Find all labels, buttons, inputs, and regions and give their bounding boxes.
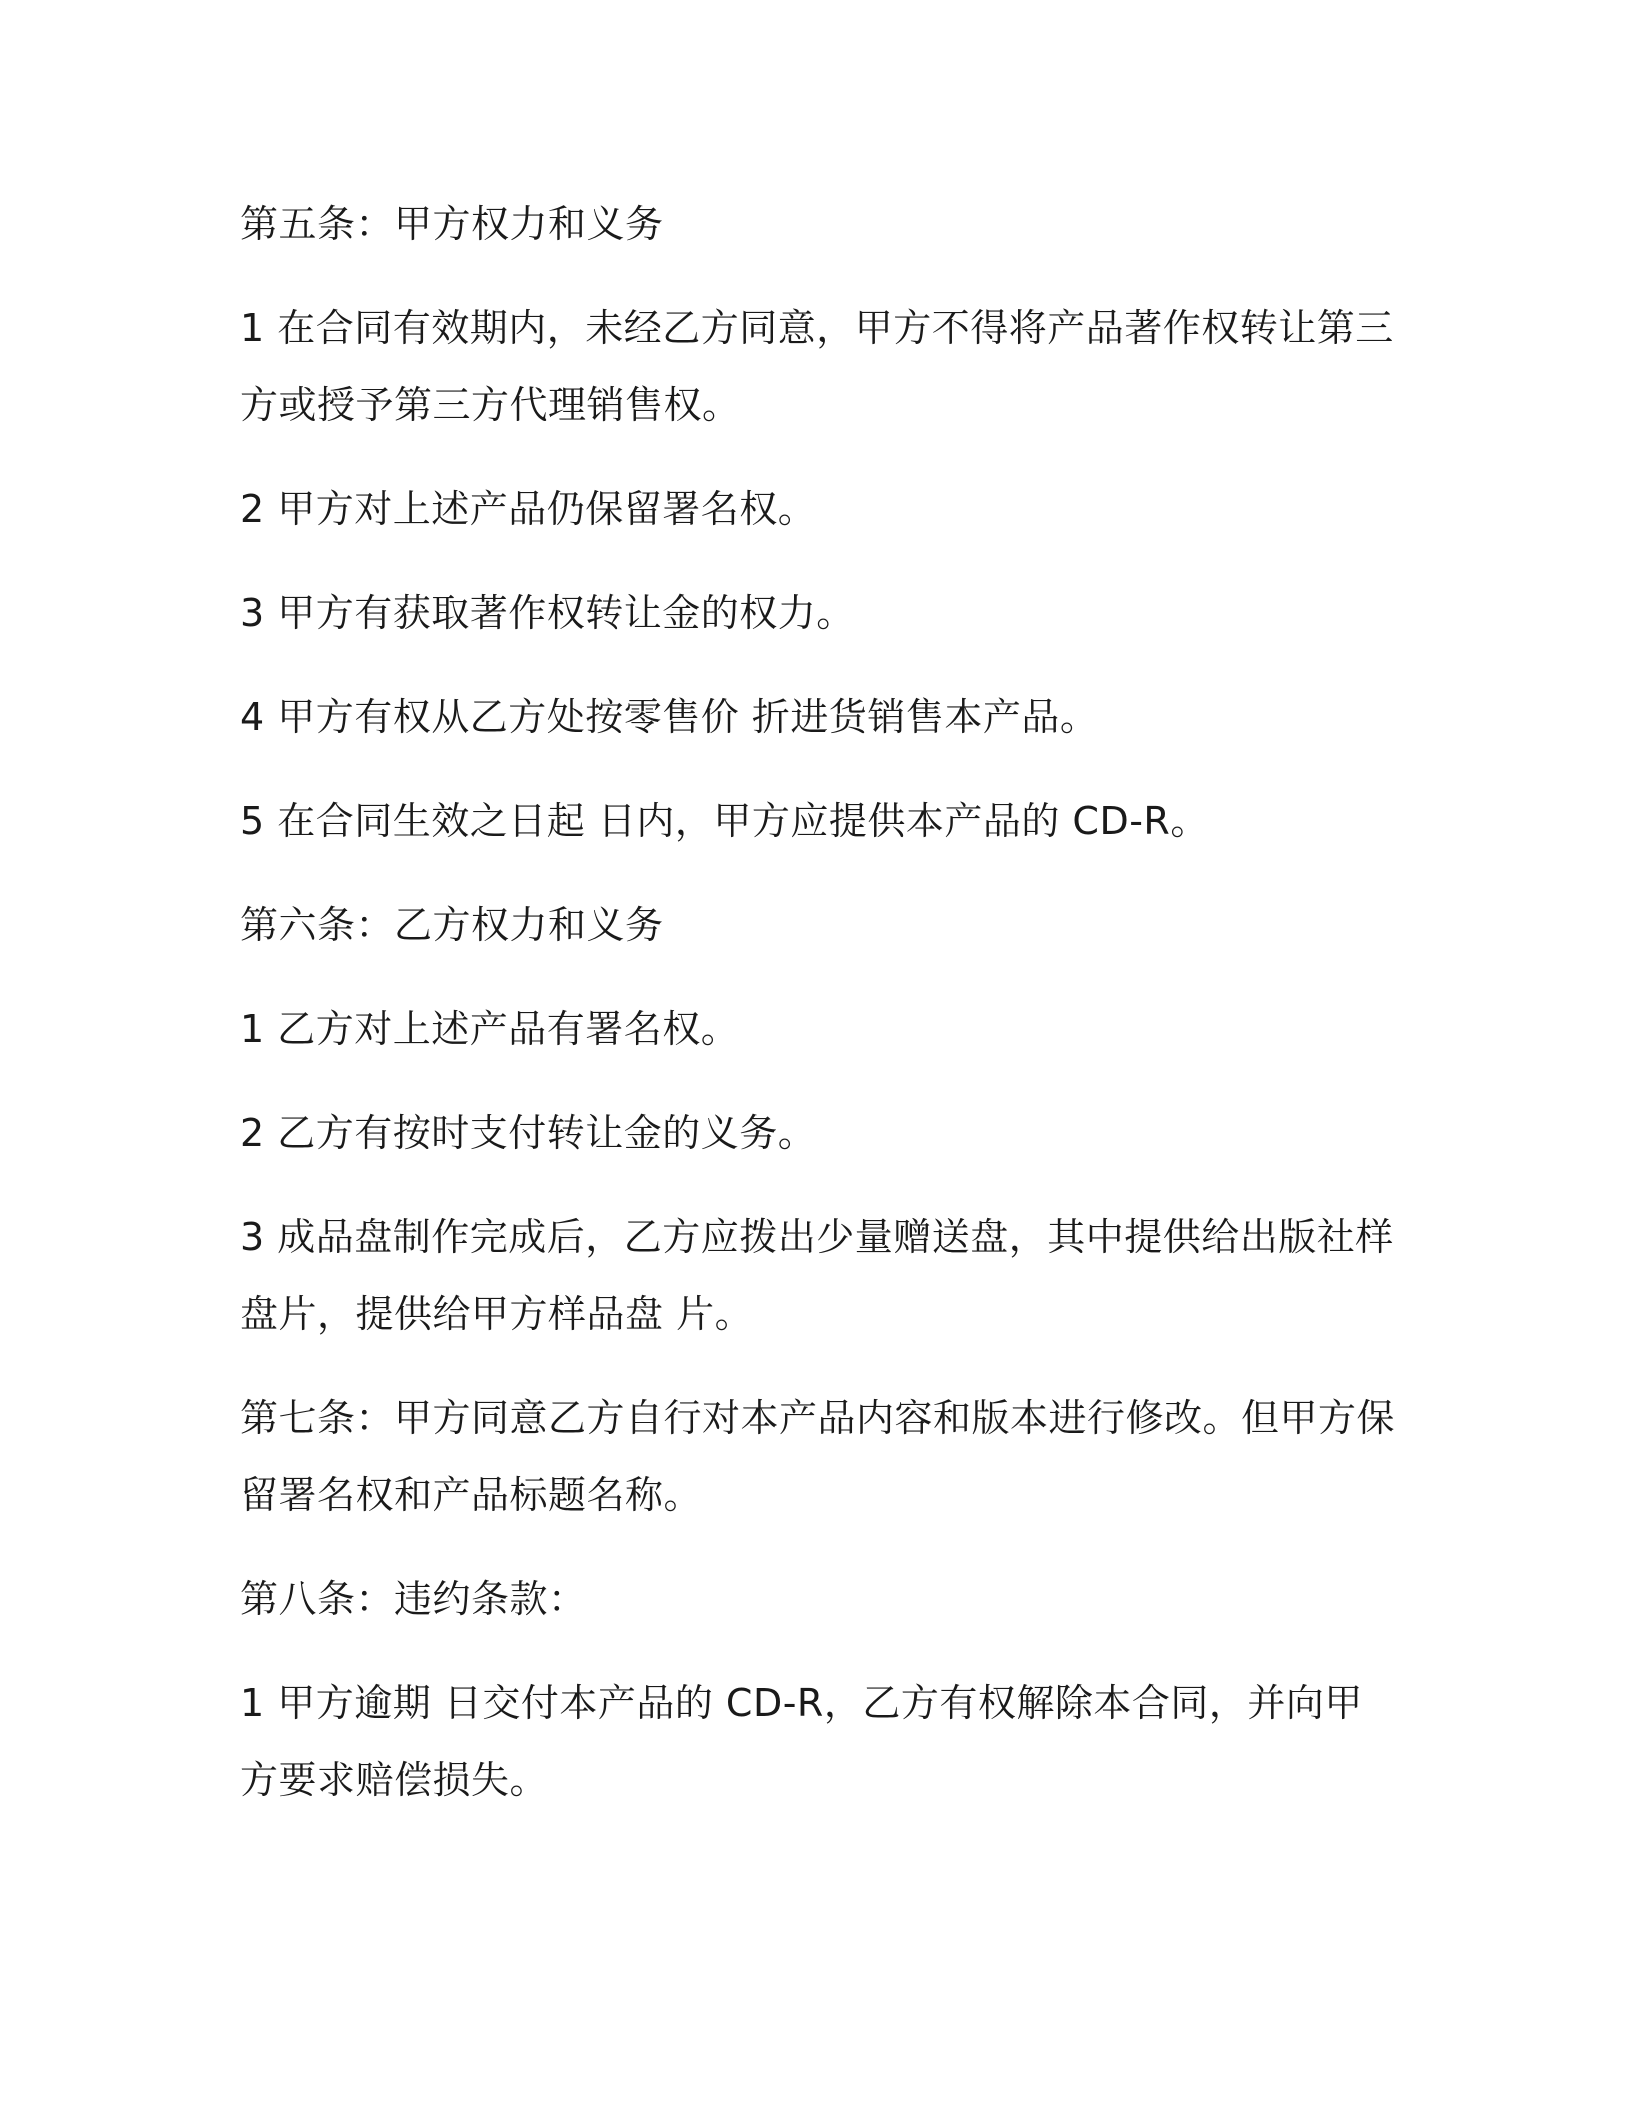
article-7: 第七条：甲方同意乙方自行对本产品内容和版本进行修改。但甲方保留署名权和产品标题名称。 bbox=[240, 1396, 1396, 1517]
document-page bbox=[240, 186, 1400, 1819]
article-8-clause-1: 1 甲方逾期 日交付本产品的 CD-R，乙方有权解除本合同，并向甲方要求赔偿损失。 bbox=[240, 1681, 1363, 1802]
article-5-clause-3: 3 甲方有获取著作权转让金的权力。 bbox=[240, 591, 855, 635]
article-5-heading: 第五条：甲方权力和义务 bbox=[240, 202, 664, 246]
article-6-clause-3: 3 成品盘制作完成后，乙方应拨出少量赠送盘，其中提供给出版社样盘片，提供给甲方样品盘 片。 bbox=[240, 1215, 1394, 1336]
article-5-clause-1: 1 在合同有效期内，未经乙方同意，甲方不得将产品著作权转让第三方或授予第三方代理销售权。 bbox=[240, 306, 1394, 427]
article-5-clause-2: 2 甲方对上述产品仍保留署名权。 bbox=[240, 487, 817, 531]
article-5-clause-5: 5 在合同生效之日起 日内，甲方应提供本产品的 CD-R。 bbox=[240, 799, 1209, 843]
article-6-heading: 第六条：乙方权力和义务 bbox=[240, 903, 664, 947]
article-8-heading: 第八条：违约条款： bbox=[240, 1577, 587, 1621]
article-6-clause-2: 2 乙方有按时支付转让金的义务。 bbox=[240, 1111, 817, 1155]
article-5-clause-4: 4 甲方有权从乙方处按零售价 折进货销售本产品。 bbox=[240, 695, 1099, 739]
article-6-clause-1: 1 乙方对上述产品有署名权。 bbox=[240, 1007, 740, 1051]
